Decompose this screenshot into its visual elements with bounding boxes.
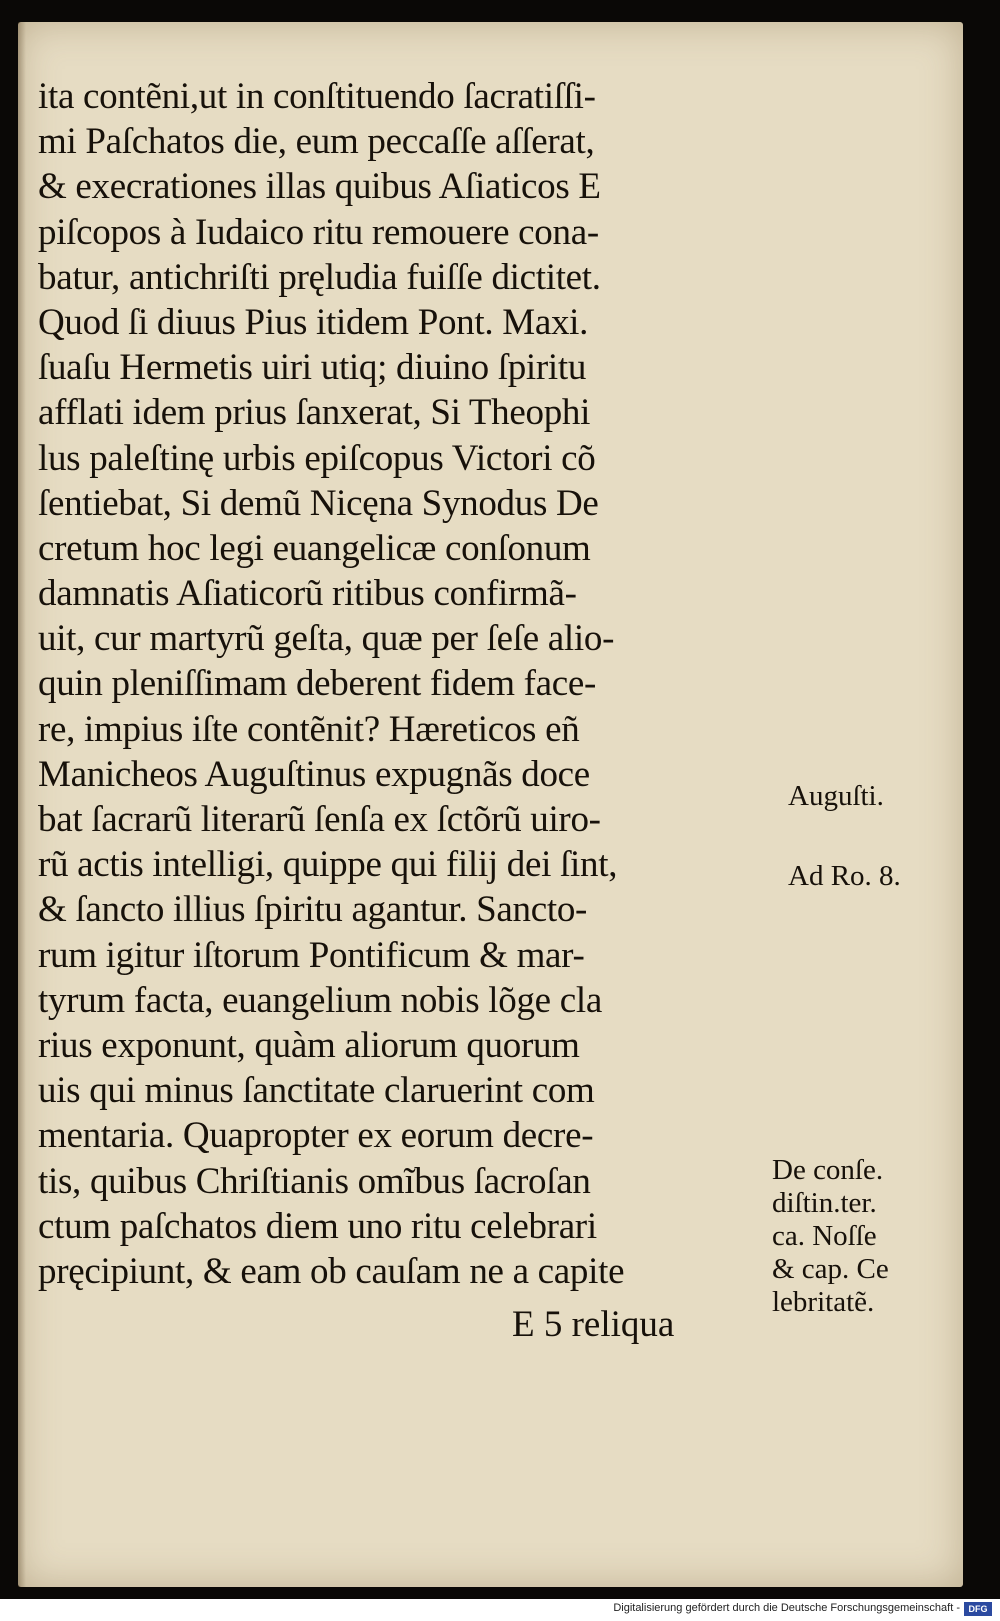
dfg-logo: DFG xyxy=(964,1602,992,1616)
signature-catchword: E 5 reliqua xyxy=(512,1304,675,1345)
text-line: & ſancto illius ſpiritu agantur. Sancto- xyxy=(38,889,588,931)
text-line: uis qui minus ſanctitate claruerint com xyxy=(38,1070,595,1112)
digitization-footer xyxy=(0,1599,1000,1621)
text-line: re, impius iſte contẽnit? Hæreticos eñ xyxy=(38,708,580,750)
text-line: bat ſacrarũ literarũ ſenſa ex ſctõrũ uiro- xyxy=(38,799,601,840)
margin-note-ad-romanos: Ad Ro. 8. xyxy=(788,860,901,892)
text-line: Manicheos Auguſtinus expugnãs doce xyxy=(38,753,590,795)
text-line: rũ actis intelligi, quippe qui filij dei ſint, xyxy=(38,844,618,886)
text-line: mentaria. Quapropter ex eorum decre- xyxy=(38,1115,594,1157)
text-line: ſuaſu Hermetis uiri utiq; diuino ſpiritu xyxy=(38,347,587,389)
text-line: rum igitur iſtorum Pontificum & mar- xyxy=(38,934,585,976)
margin-note-augustinus: Auguſti. xyxy=(788,780,884,812)
text-line: uit, cur martyrũ geſta, quæ per ſeſe alio- xyxy=(38,618,615,660)
margin-note-line: lebritatẽ. xyxy=(772,1286,875,1318)
text-line: tyrum facta, euangelium nobis lõge cla xyxy=(38,979,602,1021)
margin-note-line: diſtin.ter. xyxy=(772,1187,877,1219)
text-line: damnatis Aſiaticorũ ritibus confirmã- xyxy=(38,573,577,615)
margin-note-line: ca. Noſſe xyxy=(772,1220,877,1252)
text-line: cretum hoc legi euangelicæ conſonum xyxy=(38,527,591,569)
text-line: Quod ſi diuus Pius itidem Pont. Maxi. xyxy=(38,301,589,343)
text-line: ita contẽni,ut in conſtituendo ſacratiſſi- xyxy=(38,76,596,117)
text-line: tis, quibus Chriſtianis omĩbus ſacroſan xyxy=(38,1160,591,1202)
text-line: mi Paſchatos die, eum peccaſſe aſſerat, xyxy=(38,121,595,163)
text-line: rius exponunt, quàm aliorum quorum xyxy=(38,1024,580,1066)
margin-note-line: & cap. Ce xyxy=(772,1253,889,1285)
text-line: quin pleniſſimam deberent fidem face- xyxy=(38,663,597,705)
text-line: lus paleſtinę urbis epiſcopus Victori cõ xyxy=(38,437,596,479)
margin-note-line: De conſe. xyxy=(772,1154,884,1186)
main-text-block xyxy=(38,74,758,1294)
funding-credit: Digitalisierung gefördert durch die Deutsche Forschungsgemeinschaft - xyxy=(613,1602,960,1614)
text-line: & execrationes illas quibus Aſiaticos E xyxy=(38,166,601,208)
page-gutter-shadow xyxy=(18,22,26,1587)
text-line: pręcipiunt, & eam ob cauſam ne a capite xyxy=(38,1250,625,1292)
text-line: ctum paſchatos diem uno ritu celebrari xyxy=(38,1205,597,1247)
text-line: piſcopos à Iudaico ritu remouere cona- xyxy=(38,211,599,253)
text-line: afflati idem prius ſanxerat, Si Theophi xyxy=(38,392,591,434)
margin-note-de-consecratione xyxy=(772,1154,889,1319)
text-line: ſentiebat, Si demũ Nicęna Synodus De xyxy=(38,482,599,524)
text-line: batur, antichriſti pręludia fuiſſe dictitet. xyxy=(38,256,601,298)
